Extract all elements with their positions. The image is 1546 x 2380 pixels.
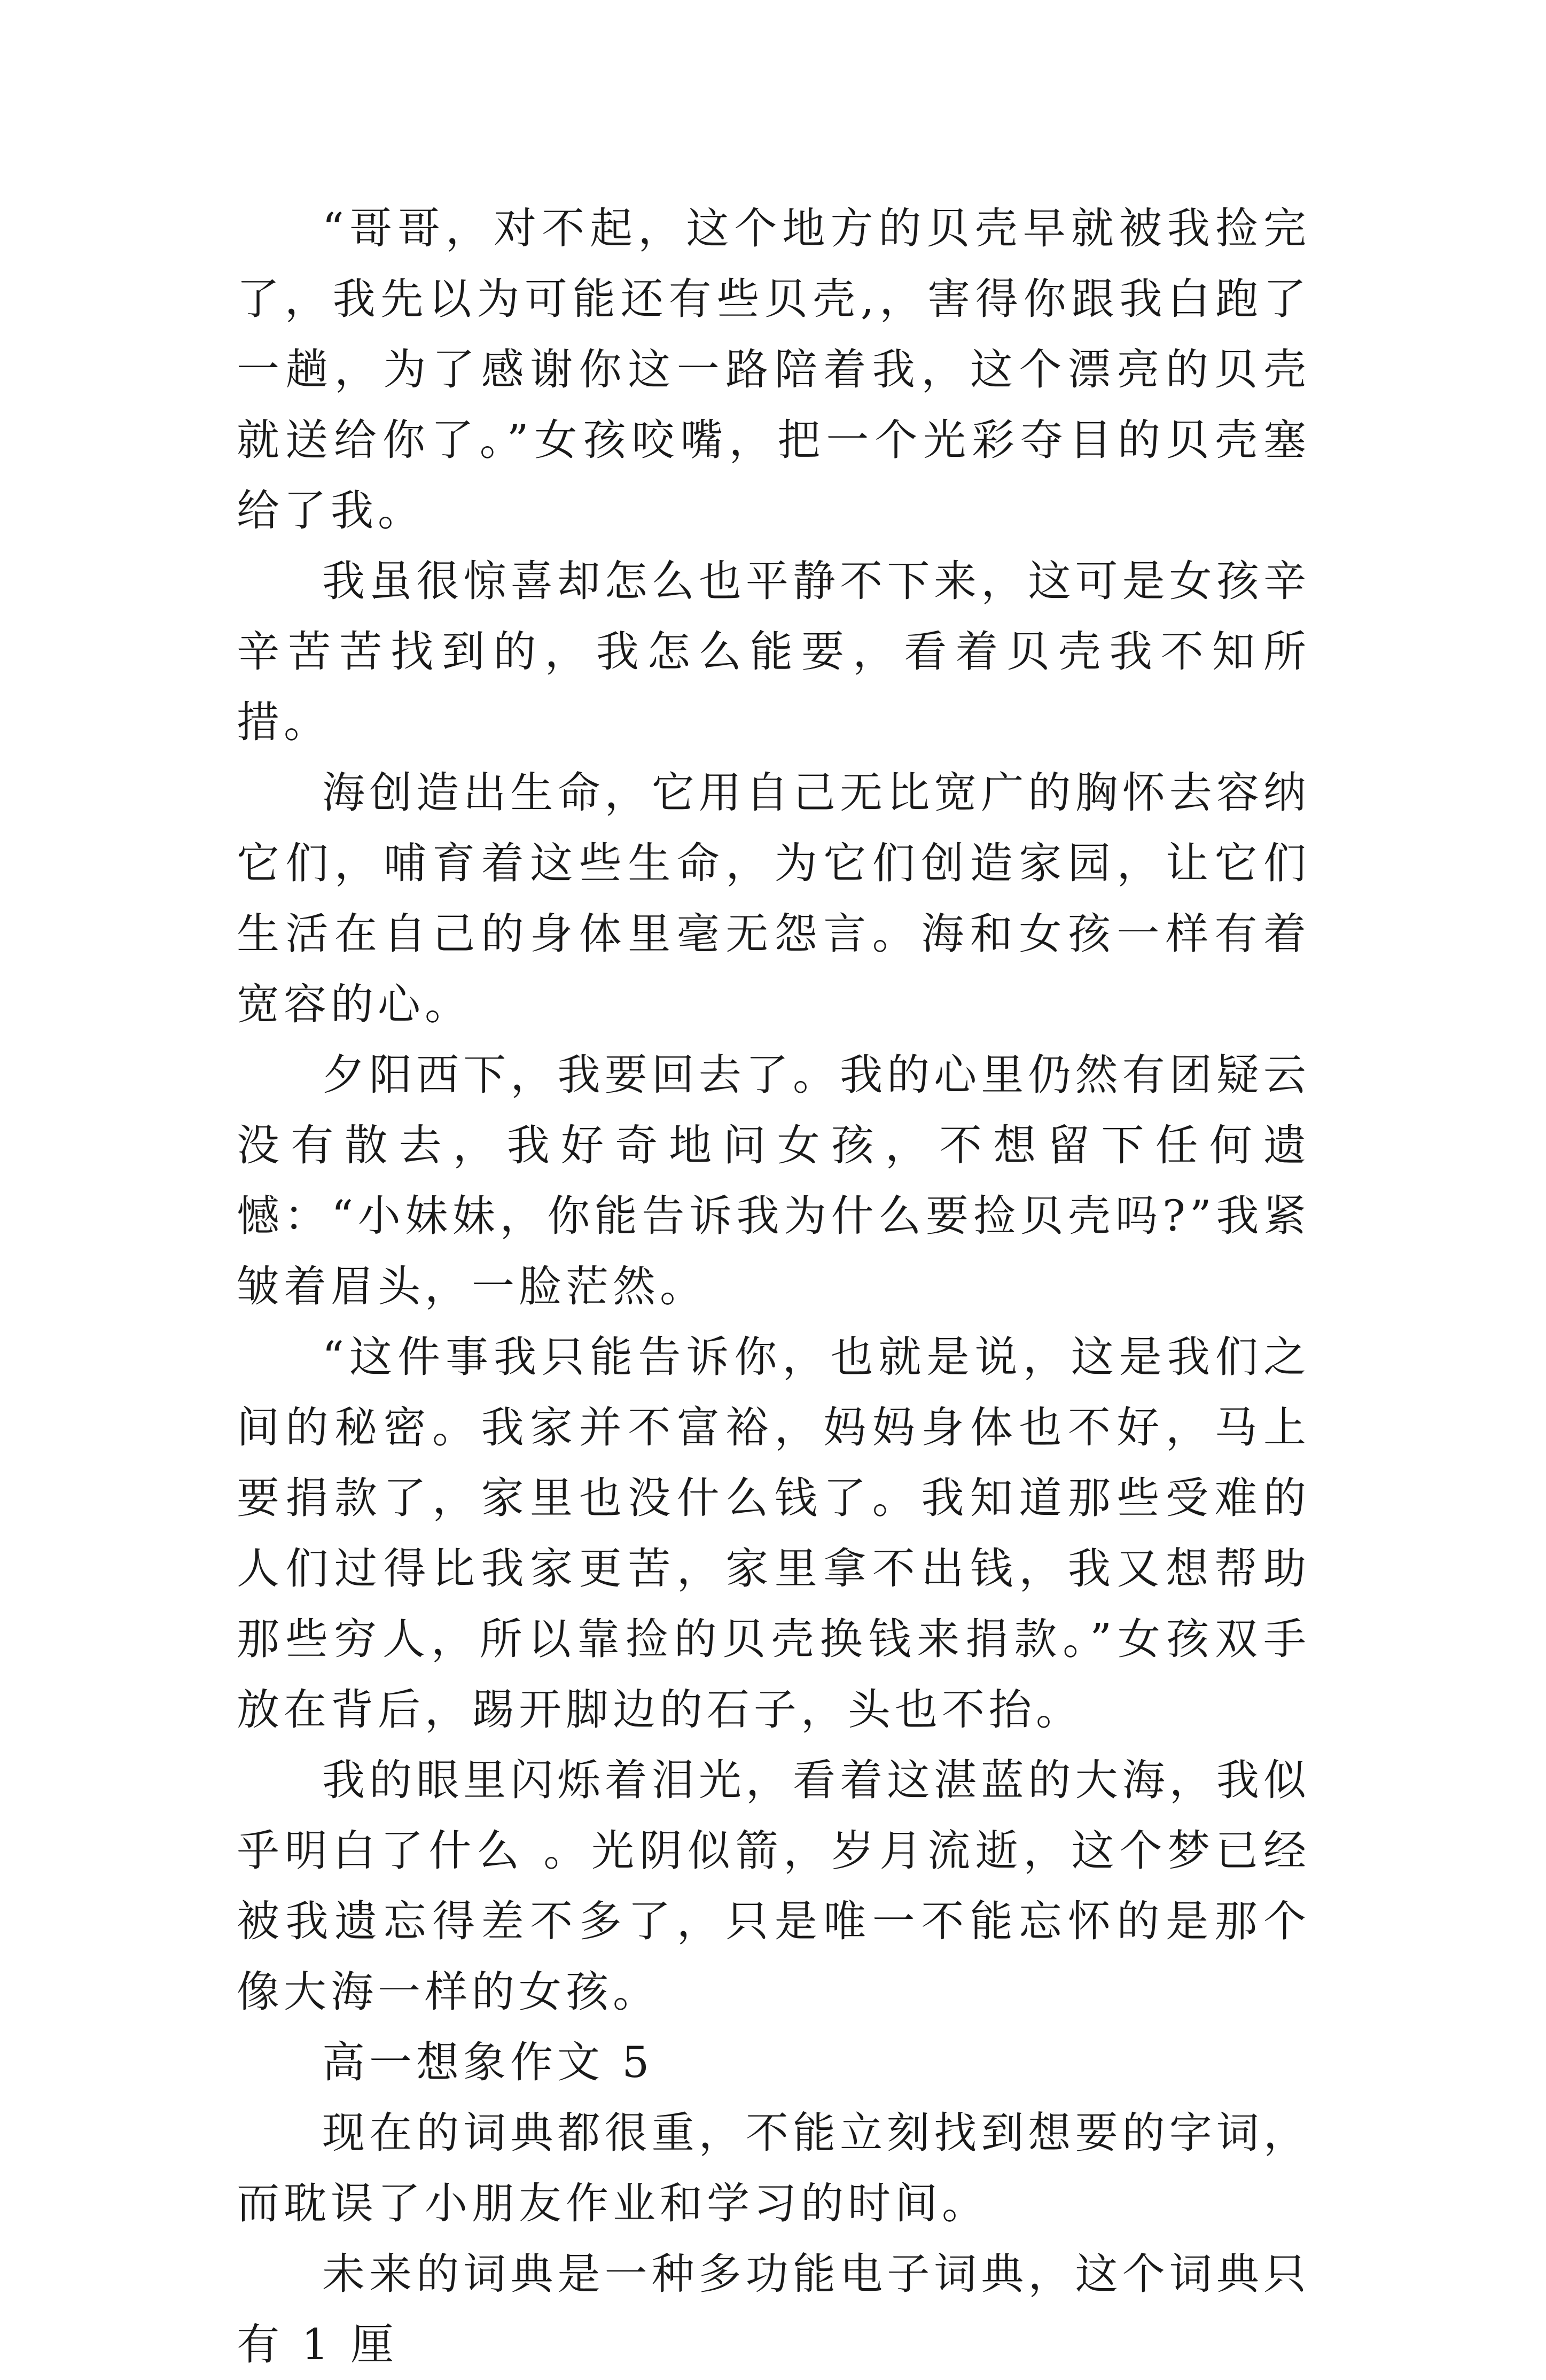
paragraph-6: 我的眼里闪烁着泪光，看着这湛蓝的大海，我似乎明白了什么 。光阴似箭，岁月流逝，这个梦已经被我遗忘得差不多了，只是唯一不能忘怀的是那个像大海一样的女孩。 [237, 1755, 1310, 2017]
paragraph-3: 海创造出生命，它用自己无比宽广的胸怀去容纳它们，哺育着这些生命，为它们创造家园，让它们生活在自己的身体里毫无怨言。海和女孩一样有着宽容的心。 [237, 768, 1310, 1029]
paragraph-4: 夕阳西下，我要回去了。我的心里仍然有团疑云没有散去，我好奇地问女孩，不想留下任何遗憾：“小妹妹，你能告诉我为什么要捡贝壳吗?”我紧皱着眉头，一脸茫然。 [237, 1050, 1310, 1311]
paragraph-1: “哥哥，对不起，这个地方的贝壳早就被我捡完了，我先以为可能还有些贝壳,，害得你跟我白跑了一趟，为了感谢你这一路陪着我，这个漂亮的贝壳就送给你了。”女孩咬嘴，把一个光彩夺目的贝壳塞给了我。 [237, 204, 1310, 535]
section-heading: 高一想象作文 5 [322, 2037, 654, 2087]
paragraph-8: 未来的词典是一种多功能电子词典，这个词典只有 1 厘 [237, 2249, 1310, 2369]
paragraph-5: “这件事我只能告诉你，也就是说，这是我们之间的秘密。我家并不富裕，妈妈身体也不好，马上要捐款了，家里也没什么钱了。我知道那些受难的人们过得比我家更苦，家里拿不出钱，我又想帮助那些穷人，所以靠捡的贝壳换钱来捐款。”女孩双手放在背后，踢开脚边的石子，头也不抬。 [237, 1332, 1310, 1735]
paragraph-7: 现在的词典都很重，不能立刻找到想要的字词，而耽误了小朋友作业和学习的时间。 [237, 2108, 1310, 2228]
document-body [237, 193, 1310, 2380]
paragraph-2: 我虽很惊喜却怎么也平静不下来，这可是女孩辛辛苦苦找到的，我怎么能要，看着贝壳我不知所措。 [237, 556, 1310, 747]
